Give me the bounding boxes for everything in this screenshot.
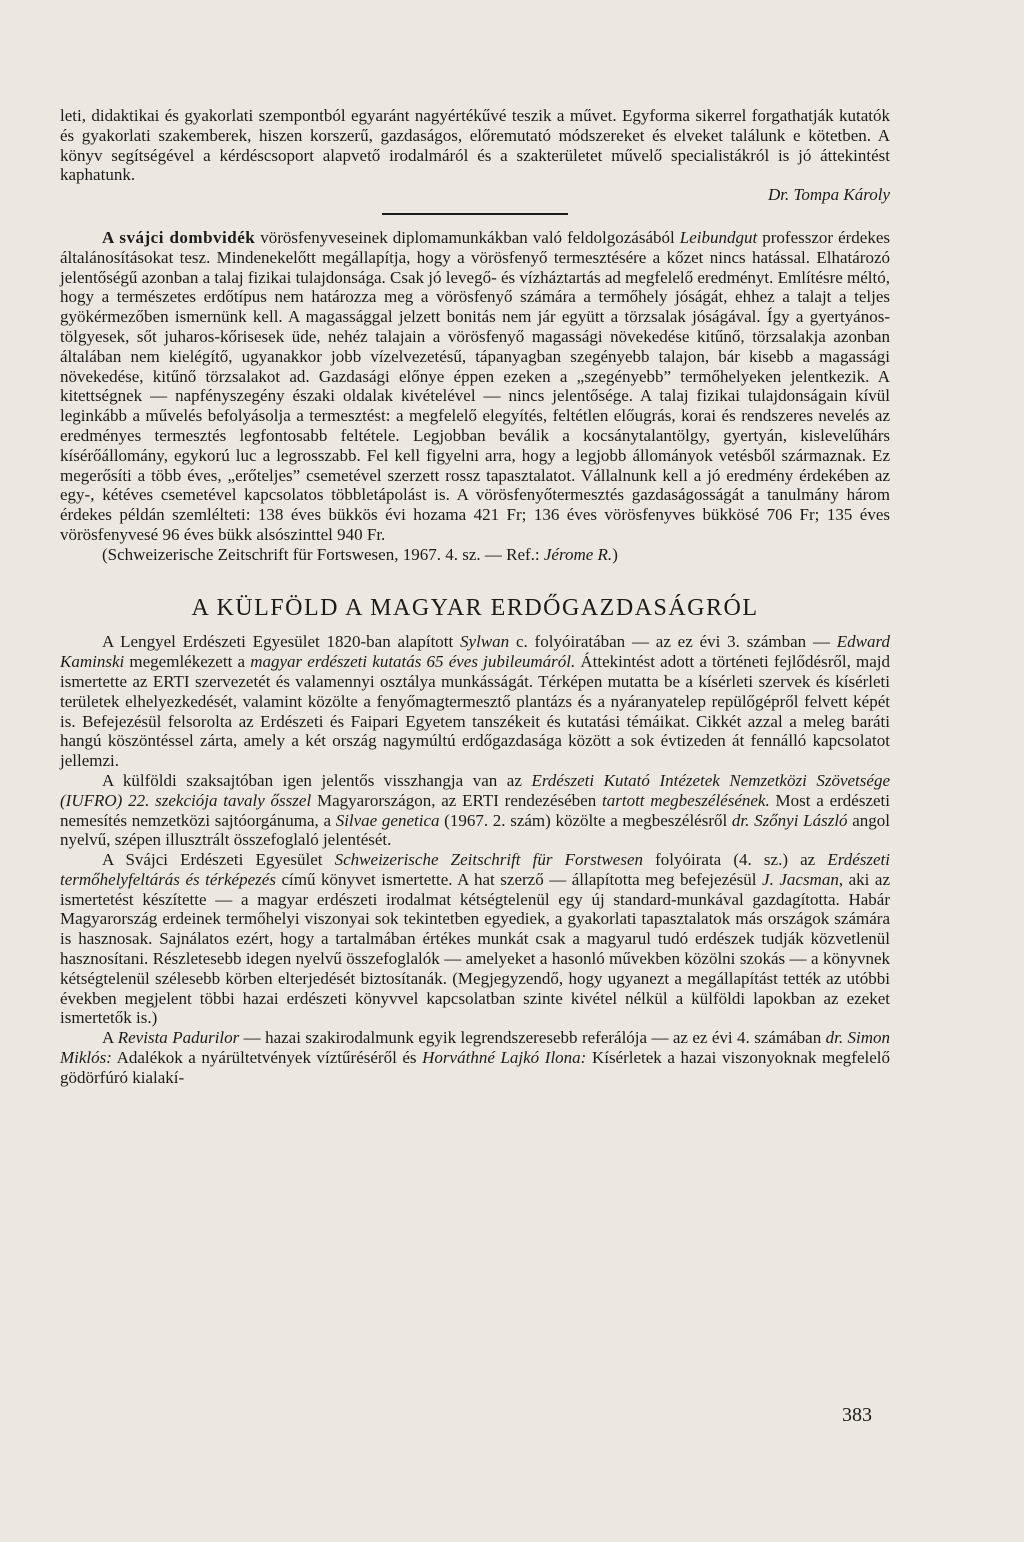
review-ref-name: Jérome R. xyxy=(543,544,613,564)
p4-person1: dr. Simon Miklós: xyxy=(60,1028,891,1068)
p3-text-b: folyóirata (4. sz.) az xyxy=(643,850,828,870)
p4-person2: Horváthné Lajkó Ilona: xyxy=(422,1048,587,1068)
p1-author: Edward Kaminski xyxy=(60,632,890,672)
p4-text-b: — hazai szakirodalmunk egyik legrendszeresebb referálója — az ez évi 4. számában xyxy=(239,1028,826,1048)
p2-text-b: Magyarországon, az ERTI rendezésében xyxy=(311,790,603,810)
p4-text-a: A xyxy=(102,1028,118,1048)
section-title: A KÜLFÖLD A MAGYAR ERDŐGAZDASÁGRÓL xyxy=(191,594,759,621)
p3-title: Erdészeti termőhelyfeltárás és térképezés xyxy=(60,850,890,889)
p2-org: Erdészeti Kutató Intézetek Nemzetközi Szövetsége (IUFRO) 22. szekciója tavaly ősszel xyxy=(60,770,890,810)
p1-text-c: megemlékezett a xyxy=(124,652,251,672)
review-source xyxy=(60,545,890,565)
intro-signature: Dr. Tompa Károly xyxy=(767,185,890,205)
p1-journal: Sylwan xyxy=(460,632,510,652)
p2-text-c: tartott megbeszélésének. xyxy=(602,790,770,810)
section-divider xyxy=(382,213,568,215)
p4-text-d: Kísérletek a hazai viszonyoknak megfelelő gödörfúró kialakí- xyxy=(60,1048,890,1087)
p1-text-a: A Lengyel Erdészeti Egyesület 1820-ban alapított xyxy=(102,632,461,652)
p4-journal: Revista Padurilor xyxy=(117,1028,240,1048)
p3-text-c: című könyvet ismertette. A hat szerző — állapította meg befejezésül xyxy=(275,869,763,889)
p3-text-a: A Svájci Erdészeti Egyesület xyxy=(102,850,335,870)
p3-journal: Schweizerische Zeitschrift für Forstwesen xyxy=(334,850,644,870)
p2-text-f: angol nyelvű, szépen illusztrált összefoglaló jelentését. xyxy=(60,810,890,850)
paragraph-swiss xyxy=(60,850,890,1028)
review-source-text: (Schweizerische Zeitschrift für Fortswesen, 1967. 4. sz. — Ref.: xyxy=(102,544,544,564)
review-paragraph xyxy=(60,228,890,545)
paragraph-sylwan xyxy=(60,632,890,771)
review-author: Leibundgut xyxy=(679,227,758,247)
p2-text-d: Most a erdészeti nemesítés nemzetközi sajtóorgánuma, a xyxy=(60,790,891,830)
p4-text-c: Adalékok a nyárültetvények víztűréséről és xyxy=(111,1048,423,1068)
p3-person: J. Jacsman xyxy=(762,869,839,889)
p2-text-e: (1967. 2. szám) közölte a megbeszélésről xyxy=(439,810,732,830)
paragraph-iufro xyxy=(60,771,890,850)
p2-journal: Silvae genetica xyxy=(335,810,440,830)
p1-text-b: c. folyóiratában — az ez évi 3. számban — xyxy=(509,632,837,652)
text-column xyxy=(60,106,890,1088)
paragraph-revista xyxy=(60,1028,890,1087)
review-text: professzor érdekes általánosításokat tesz. Mindenekelőtt megállapítja, hogy a vörösfenyő termesztésére a kőzet nincs hatással. Elhatározó jelentőségű azonban a talaj fizikai tulajdonsága. Csak jó levegő- és vízháztartás ad megfelelő eredményt. Említésre méltó, hogy a természetes erdőtípus nem határozza meg a vörösfenyő számára a termőhely jóságát, ehhez a talajt a teljes gyökérmezőben ismernünk kell. A magassággal jelzett bonitás nem jár együtt a törzsalak jóságával. Így a gyertyános-tölgyesek, sőt juharos-kőrisesek üde, nehéz talajain a vörösfenyő magassági növekedése kitűnő, törzsalakja azonban általában nem kielégítő, ugyanakkor jobb vízelvezetésű, tápanyagban szegényebb talajon, bár kisebb a magassági növekedése, kitűnő törzsalakot ad. Gazdasági előnye éppen ezeken a „szegényebb” termőhelyeken jelentkezik. A kitettségnek — napfényszegény északi oldalak kivételével — nincs jelentősége. A talaj fizikai tulajdonságain kívül leginkább a művelés befolyásolja a termesztést: a megfelelő elegyítés, feltétlen előugrás, korai és rendszeres nevelés az eredményes termesztés legfontosabb feltétele. Legjobban beválik a kocsánytalantölgy, gyertyán, kislevelűhárs kísérőállomány, egykorú luc a legrosszabb. Fel kell figyelni arra, hogy a legjobb állományok vetésből származnak. Ez megerősíti a több éves, „erőteljes” csemetével szerzett rossz tapasztalatot. Vállalnunk kell a jó eredmény érdekében az egy-, kétéves csemetével kapcsolatos többletápolást is. A vörösfenyőtermesztés gazdaságosságát a tanulmány három érdekes példán szemlélteti: 138 éves bükkös évi hozama 421 Fr; 136 éves vörösfenyves bükkösé 706 Fr; 135 éves vörösfenyvesé 96 éves bükk alsószinttel 940 Fr. xyxy=(60,227,891,544)
p3-text-d: , aki az ismertetést készítette — a magyar erdészeti irodalmat kétségtelenül egy új standard-munkával gazdagította. Habár Magyarország erdeinek termőhelyi viszonyai sok tekintetben egyediek, a gyakorlati tapasztalatok más országok számára is hasznosak. Sajnálatos ezért, hogy a tartalmában értékes munkát csak a magyarul tudó erdészek tudják közvetlenül hasznosítani. Részletesebb idegen nyelvű összefoglalók — amelyeket a hasonló művekben közölni szokás — a könyvnek kétségtelenül szélesebb körben elterjedését biztosítanák. (Megjegyzendő, hogy ugyanezt a megállapítást tették az utóbbi években megjelent többi hazai erdészeti könyvvel kapcsolatban szinte kivétel nélkül a külföldi lapokban az ezeket ismertetők is.) xyxy=(60,869,891,1028)
page-number: 383 xyxy=(842,1404,872,1426)
p1-text-d: Áttekintést adott a történeti fejlődésről, majd ismertette az ERTI szervezetét és valamennyi osztálya munkásságát. Térképen mutatta be a kísérleti szervek és kísérleti területek elhelyezkedését, valamint közölte a fenyőmagtermesztő plantázs és a nyáranyatelep repülőgépről felvett képét is. Befejezésül felsorolta az Erdészeti és Faipari Egyetem tanszékeit és kutatási témáikat. Cikkét azzal a meleg baráti hangú köszöntéssel zárta, amely a két ország nagymúltú erdőgazdasága között a sok évtizeden át fennálló kapcsolatot jellemzi. xyxy=(60,652,890,771)
review-source-close: ) xyxy=(612,544,618,564)
p2-text-a: A külföldi szaksajtóban igen jelentős visszhangja van az xyxy=(102,770,532,790)
intro-paragraph: leti, didaktikai és gyakorlati szempontból egyaránt nagyértékűvé teszik a művet. Egyforma sikerrel forgathatják kutatók és gyakorlati szakemberek, hiszen korszerű, gazdaságos, előremutató módszereket és elveket találunk e kötetben. A könyv segítségével a kérdéscsoport alapvető irodalmáról és a szakterületet művelő specialistákról is jó áttekintést kaphatunk. xyxy=(60,106,890,185)
review-lead: A svájci dombvidék xyxy=(102,227,256,247)
p2-person: dr. Szőnyi László xyxy=(731,810,848,830)
p1-topic: magyar erdészeti kutatás 65 éves jubileumáról. xyxy=(250,652,576,672)
review-lead-rest: vörösfenyveseinek diplomamunkákban való feldolgozásából xyxy=(255,227,680,247)
